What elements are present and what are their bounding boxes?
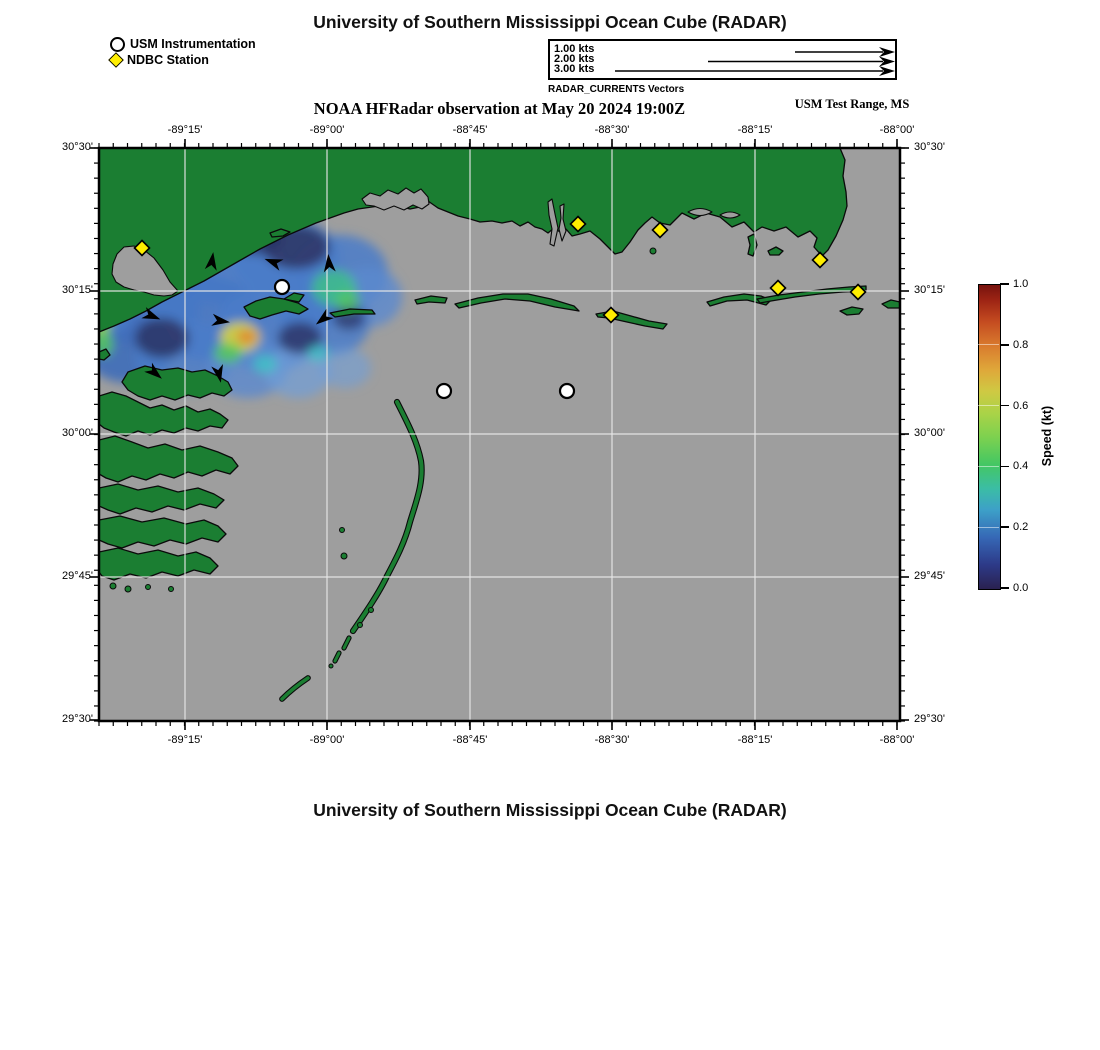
lon-tick-label-bottom: -88°30' <box>594 734 630 746</box>
radar-speed-cell <box>214 343 242 363</box>
map-layers <box>83 148 900 721</box>
bay-water <box>720 212 740 218</box>
colorbar-tick-label: 0.8 <box>1013 338 1029 351</box>
vector-scale-label-2kt: 2.00 kts <box>554 53 595 65</box>
islet <box>369 608 374 613</box>
radar-speed-cell <box>307 345 329 361</box>
page-title-top: University of Southern Mississippi Ocean Cube (RADAR) <box>313 12 787 32</box>
islet <box>110 583 116 589</box>
colorbar-tick <box>1000 405 1009 407</box>
lat-tick-label-right: 30°15' <box>914 284 945 296</box>
colorbar-divider <box>978 405 999 406</box>
lon-tick-label-top: -88°30' <box>594 124 630 136</box>
vector-scale-caption: RADAR_CURRENTS Vectors <box>548 84 685 95</box>
symbol-legend <box>110 36 256 68</box>
radar-speed-cell <box>253 355 277 373</box>
map-canvas <box>99 148 900 721</box>
vector-scale-label-3kt: 3.00 kts <box>554 63 595 75</box>
islet <box>329 664 333 668</box>
colorbar-tick <box>1000 344 1009 346</box>
colorbar <box>978 284 1001 590</box>
lat-tick-label-left: 29°30' <box>62 713 93 725</box>
test-range-label: USM Test Range, MS <box>794 97 910 111</box>
radar-speed-cell <box>135 318 189 358</box>
lat-tick-label-right: 30°00' <box>914 427 945 439</box>
islet <box>169 587 174 592</box>
lon-tick-label-top: -88°45' <box>452 124 488 136</box>
lat-tick-label-left: 29°45' <box>62 570 93 582</box>
lon-tick-label-top: -88°15' <box>737 124 773 136</box>
islet <box>146 585 151 590</box>
lon-tick-label-bottom: -88°45' <box>452 734 488 746</box>
vector-scale-arrows <box>550 41 895 78</box>
vector-scale-label-1kt: 1.00 kts <box>554 43 595 55</box>
usm-instrument-marker <box>437 384 451 398</box>
lat-tick-label-left: 30°30' <box>62 141 93 153</box>
colorbar-tick-label: 0.6 <box>1013 399 1029 412</box>
islet <box>125 586 131 592</box>
radar-speed-cell <box>237 330 257 344</box>
ndbc-station-icon <box>108 52 124 68</box>
lat-tick-label-left: 30°00' <box>62 427 93 439</box>
usm-instrument-marker <box>275 280 289 294</box>
colorbar-tick-label: 1.0 <box>1013 278 1029 290</box>
lon-tick-label-bottom: -88°15' <box>737 734 773 746</box>
lat-tick-label-right: 29°45' <box>914 570 945 582</box>
usm-instrumentation-icon <box>110 37 125 52</box>
usm-instrument-marker <box>560 384 574 398</box>
legend-label-ndbc: NDBC Station <box>127 53 209 67</box>
colorbar-tick <box>1000 466 1009 468</box>
colorbar-tick-label: 0.4 <box>1013 460 1029 473</box>
lon-tick-label-bottom: -88°00' <box>879 734 915 746</box>
lat-tick-label-right: 29°30' <box>914 713 945 725</box>
vector-scale-box <box>548 39 897 80</box>
colorbar-tick-label: 0.0 <box>1013 582 1029 594</box>
page-title-bottom: University of Southern Mississippi Ocean Cube (RADAR) <box>313 800 787 820</box>
colorbar-tick <box>1000 587 1009 589</box>
lon-tick-label-top: -89°00' <box>309 124 345 136</box>
colorbar-title: Speed (kt) <box>1040 405 1054 467</box>
colorbar-tick <box>1000 526 1009 528</box>
colorbar-divider <box>978 527 999 528</box>
legend-item-ndbc <box>110 52 256 68</box>
radar-speed-cell <box>336 291 360 311</box>
colorbar-tick <box>1000 283 1009 285</box>
islet <box>340 528 345 533</box>
islet <box>650 248 656 254</box>
colorbar-divider <box>978 344 999 345</box>
observation-title: NOAA HFRadar observation at May 20 2024 19:00Z <box>313 99 686 118</box>
lon-tick-label-top: -89°15' <box>167 124 203 136</box>
lon-tick-label-top: -88°00' <box>879 124 915 136</box>
colorbar-divider <box>978 466 999 467</box>
legend-label-usm: USM Instrumentation <box>130 37 256 51</box>
islet <box>341 553 347 559</box>
lat-tick-label-right: 30°30' <box>914 141 945 153</box>
colorbar-tick-label: 0.2 <box>1013 521 1029 534</box>
lon-tick-label-bottom: -89°15' <box>167 734 203 746</box>
legend-item-usm <box>110 36 256 52</box>
islet <box>358 623 363 628</box>
lon-tick-label-bottom: -89°00' <box>309 734 345 746</box>
lat-tick-label-left: 30°15' <box>62 284 93 296</box>
